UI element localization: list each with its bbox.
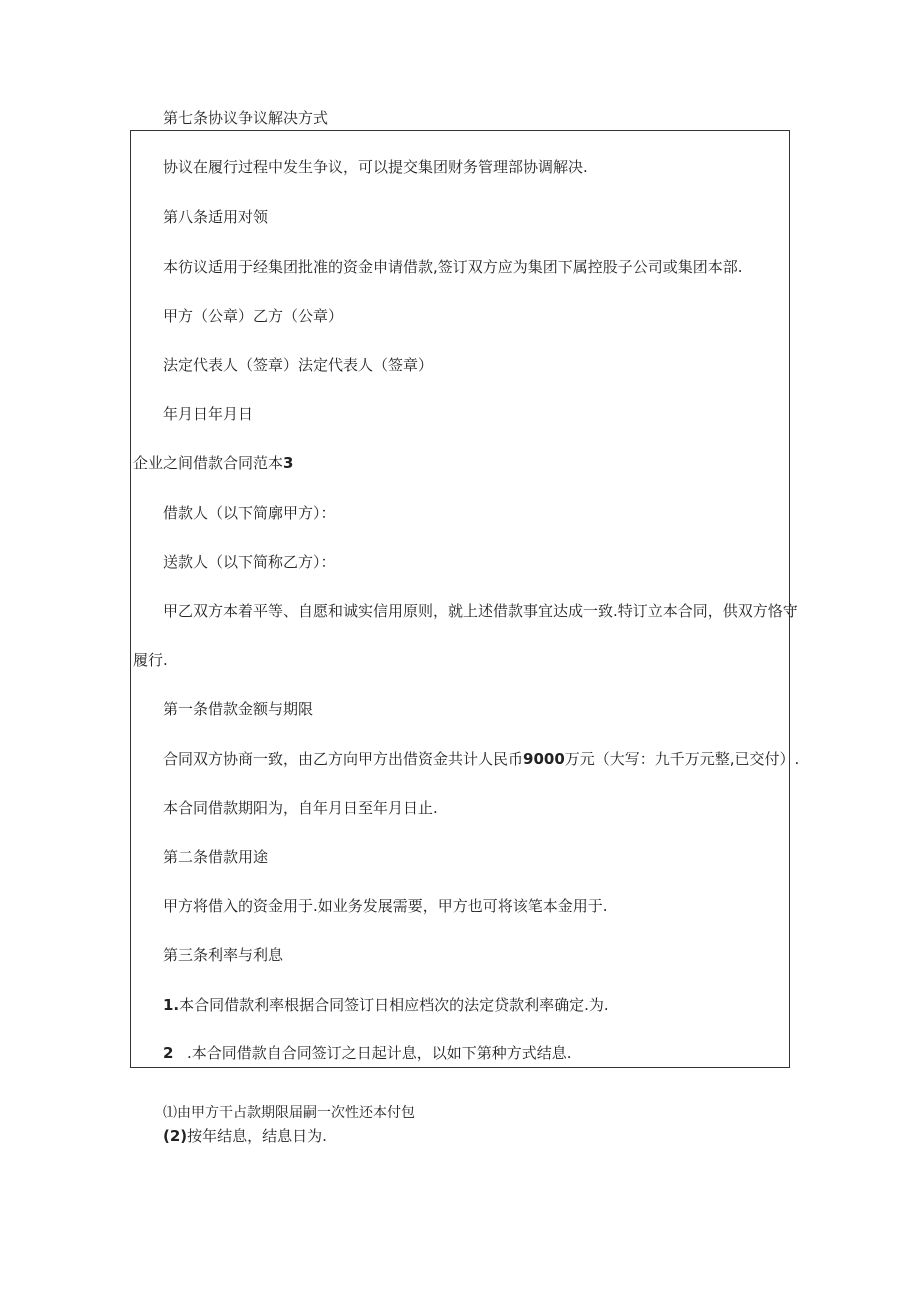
dispute-resolution-text: 协议在履行过程中发生争议，可以提交集团财务管理部协调解决. <box>163 158 588 176</box>
lender-line: 送款人（以下简称乙方）： <box>163 553 336 571</box>
contract3-title-text: 企业之间借款合同范本 <box>133 454 284 472</box>
article1-heading: 第一条借款金额与期限 <box>163 700 314 718</box>
rate-line <box>163 995 609 1015</box>
article3-heading: 第三条利率与利息 <box>163 946 284 964</box>
option-2-line <box>163 1126 327 1146</box>
contract3-title <box>133 453 293 473</box>
article8-heading: 第八条适用对领 <box>163 208 269 226</box>
borrower-line: 借款人（以下简廓甲方）： <box>163 504 336 522</box>
term-line: 本合同借款期阳为，自年月日至年月日止. <box>163 799 438 817</box>
interest-text: .本合同借款自合同签订之日起计息，以如下第种方式结息. <box>187 1044 572 1062</box>
option-2-number: (2) <box>163 1127 188 1145</box>
option-2-text: 按年结息，结息日为. <box>187 1127 327 1145</box>
interest-number: 2 <box>163 1044 174 1062</box>
preamble-line-2: 履行. <box>133 651 168 669</box>
preamble-line-1: 甲乙双方本着平等、自愿和诚实信用原则，就上述借款事宜达成一致.特订立本合同，供双方恪守 <box>163 602 798 620</box>
amount-prefix: 合同双方协商一致，由乙方向甲方出借资金共计人民币 <box>163 750 524 768</box>
rate-number: 1. <box>163 996 180 1014</box>
representative-line: 法定代表人（签章）法定代表人（签章） <box>163 356 434 374</box>
article7-heading: 第七条协议争议解决方式 <box>163 109 329 127</box>
date-line: 年月日年月日 <box>163 405 254 423</box>
option-1-line: ⑴由甲方干占款期限届嗣一次性还本付包 <box>163 1105 415 1121</box>
rate-text: 本合同借款利率根据合同签订日相应档次的法定贷款利率确定.为. <box>179 996 609 1014</box>
contract3-title-number: 3 <box>283 454 294 472</box>
amount-line <box>163 749 799 769</box>
amount-suffix: 万元（大写：九千万元整,已交付）. <box>564 750 800 768</box>
seal-line: 甲方（公章）乙方（公章） <box>163 307 344 325</box>
article8-text: 本彷议适用于经集团批准的资金申请借款,签订双方应为集团下属控股子公司或集团本部. <box>163 258 743 276</box>
article2-heading: 第二条借款用途 <box>163 848 269 866</box>
use-line: 甲方将借入的资金用于.如业务发展需要，甲方也可将该笔本金用于. <box>163 897 608 915</box>
amount-number: 9000 <box>523 750 565 768</box>
interest-line <box>163 1043 572 1063</box>
